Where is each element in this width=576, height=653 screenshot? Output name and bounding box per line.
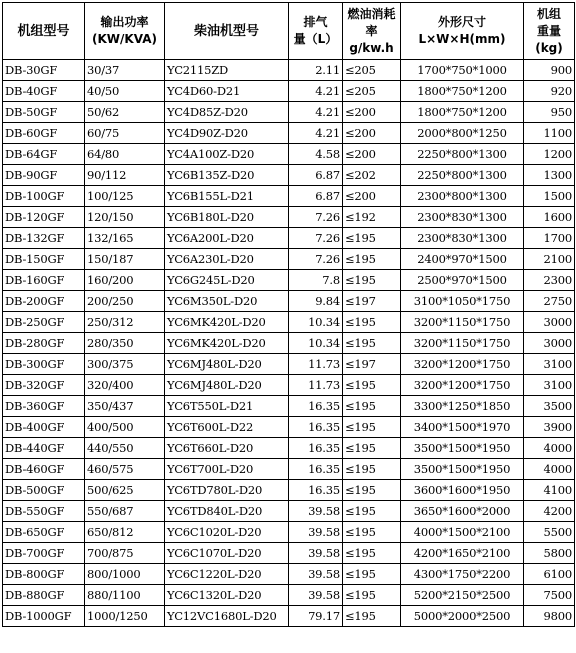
header-fuel-consumption: 燃油消耗率 g/kw.h (343, 3, 401, 60)
cell-fuel-consumption: ≤200 (343, 144, 401, 165)
cell-output-power: 700/875 (85, 543, 165, 564)
table-row (3, 291, 575, 312)
cell-engine-model: YC6M350L-D20 (165, 291, 289, 312)
cell-weight: 3100 (524, 375, 575, 396)
table-row (3, 396, 575, 417)
table-row (3, 123, 575, 144)
cell-displacement: 16.35 (289, 417, 343, 438)
cell-model: DB-250GF (3, 312, 85, 333)
cell-dimensions: 2300*830*1300 (401, 228, 524, 249)
cell-weight: 1100 (524, 123, 575, 144)
cell-engine-model: YC6T660L-D20 (165, 438, 289, 459)
cell-engine-model: YC6B180L-D20 (165, 207, 289, 228)
table-row (3, 312, 575, 333)
cell-displacement: 16.35 (289, 396, 343, 417)
table-row (3, 102, 575, 123)
cell-output-power: 60/75 (85, 123, 165, 144)
cell-weight: 4000 (524, 438, 575, 459)
cell-dimensions: 3600*1600*1950 (401, 480, 524, 501)
cell-output-power: 1000/1250 (85, 606, 165, 627)
cell-dimensions: 5200*2150*2500 (401, 585, 524, 606)
header-row (3, 3, 575, 60)
cell-displacement: 7.26 (289, 207, 343, 228)
cell-dimensions: 2300*800*1300 (401, 186, 524, 207)
cell-weight: 1200 (524, 144, 575, 165)
cell-engine-model: YC6C1020L-D20 (165, 522, 289, 543)
cell-engine-model: YC4D90Z-D20 (165, 123, 289, 144)
cell-engine-model: YC2115ZD (165, 60, 289, 81)
cell-displacement: 39.58 (289, 564, 343, 585)
table-row (3, 228, 575, 249)
cell-weight: 9800 (524, 606, 575, 627)
cell-model: DB-200GF (3, 291, 85, 312)
header-output-power: 输出功率 (KW/KVA) (85, 3, 165, 60)
cell-weight: 2750 (524, 291, 575, 312)
cell-engine-model: YC6MK420L-D20 (165, 333, 289, 354)
cell-fuel-consumption: ≤195 (343, 564, 401, 585)
cell-weight: 1700 (524, 228, 575, 249)
cell-engine-model: YC4A100Z-D20 (165, 144, 289, 165)
cell-model: DB-700GF (3, 543, 85, 564)
cell-weight: 3000 (524, 333, 575, 354)
cell-fuel-consumption: ≤195 (343, 249, 401, 270)
cell-fuel-consumption: ≤195 (343, 459, 401, 480)
table-row (3, 522, 575, 543)
cell-displacement: 39.58 (289, 522, 343, 543)
cell-displacement: 39.58 (289, 543, 343, 564)
table-row (3, 543, 575, 564)
cell-fuel-consumption: ≤195 (343, 270, 401, 291)
table-header (3, 3, 575, 60)
cell-engine-model: YC6A230L-D20 (165, 249, 289, 270)
cell-output-power: 800/1000 (85, 564, 165, 585)
table-row (3, 270, 575, 291)
table-row (3, 207, 575, 228)
cell-weight: 4000 (524, 459, 575, 480)
cell-output-power: 120/150 (85, 207, 165, 228)
cell-weight: 5500 (524, 522, 575, 543)
cell-fuel-consumption: ≤197 (343, 291, 401, 312)
cell-engine-model: YC6TD780L-D20 (165, 480, 289, 501)
cell-engine-model: YC6C1220L-D20 (165, 564, 289, 585)
cell-model: DB-650GF (3, 522, 85, 543)
cell-engine-model: YC12VC1680L-D20 (165, 606, 289, 627)
cell-output-power: 500/625 (85, 480, 165, 501)
cell-displacement: 7.26 (289, 249, 343, 270)
cell-fuel-consumption: ≤200 (343, 102, 401, 123)
cell-displacement: 79.17 (289, 606, 343, 627)
cell-output-power: 880/1100 (85, 585, 165, 606)
cell-dimensions: 2250*800*1300 (401, 165, 524, 186)
cell-weight: 3000 (524, 312, 575, 333)
cell-displacement: 16.35 (289, 459, 343, 480)
cell-fuel-consumption: ≤200 (343, 123, 401, 144)
cell-weight: 3900 (524, 417, 575, 438)
cell-model: DB-800GF (3, 564, 85, 585)
cell-model: DB-550GF (3, 501, 85, 522)
cell-output-power: 250/312 (85, 312, 165, 333)
cell-engine-model: YC4D85Z-D20 (165, 102, 289, 123)
cell-fuel-consumption: ≤195 (343, 438, 401, 459)
cell-displacement: 10.34 (289, 312, 343, 333)
cell-dimensions: 3500*1500*1950 (401, 438, 524, 459)
cell-engine-model: YC4D60-D21 (165, 81, 289, 102)
cell-weight: 950 (524, 102, 575, 123)
cell-output-power: 300/375 (85, 354, 165, 375)
cell-weight: 2300 (524, 270, 575, 291)
cell-fuel-consumption: ≤205 (343, 81, 401, 102)
cell-fuel-consumption: ≤195 (343, 417, 401, 438)
cell-dimensions: 3400*1500*1970 (401, 417, 524, 438)
cell-model: DB-1000GF (3, 606, 85, 627)
cell-displacement: 6.87 (289, 186, 343, 207)
cell-fuel-consumption: ≤195 (343, 228, 401, 249)
table-row (3, 480, 575, 501)
cell-weight: 5800 (524, 543, 575, 564)
cell-output-power: 150/187 (85, 249, 165, 270)
cell-model: DB-100GF (3, 186, 85, 207)
cell-fuel-consumption: ≤202 (343, 165, 401, 186)
cell-fuel-consumption: ≤200 (343, 186, 401, 207)
cell-fuel-consumption: ≤197 (343, 354, 401, 375)
cell-engine-model: YC6B135Z-D20 (165, 165, 289, 186)
header-weight: 机组 重量(kg) (524, 3, 575, 60)
cell-dimensions: 4200*1650*2100 (401, 543, 524, 564)
cell-dimensions: 3200*1150*1750 (401, 333, 524, 354)
cell-model: DB-64GF (3, 144, 85, 165)
cell-model: DB-320GF (3, 375, 85, 396)
cell-displacement: 39.58 (289, 501, 343, 522)
cell-fuel-consumption: ≤195 (343, 396, 401, 417)
cell-engine-model: YC6T700L-D20 (165, 459, 289, 480)
cell-weight: 7500 (524, 585, 575, 606)
cell-fuel-consumption: ≤195 (343, 312, 401, 333)
cell-dimensions: 3500*1500*1950 (401, 459, 524, 480)
cell-fuel-consumption: ≤195 (343, 585, 401, 606)
cell-output-power: 30/37 (85, 60, 165, 81)
header-model: 机组型号 (3, 3, 85, 60)
cell-weight: 4200 (524, 501, 575, 522)
cell-engine-model: YC6C1070L-D20 (165, 543, 289, 564)
cell-model: DB-280GF (3, 333, 85, 354)
generator-spec-table (2, 2, 575, 627)
cell-model: DB-440GF (3, 438, 85, 459)
cell-displacement: 11.73 (289, 375, 343, 396)
cell-model: DB-460GF (3, 459, 85, 480)
cell-output-power: 280/350 (85, 333, 165, 354)
cell-fuel-consumption: ≤205 (343, 60, 401, 81)
cell-weight: 1300 (524, 165, 575, 186)
cell-output-power: 100/125 (85, 186, 165, 207)
cell-dimensions: 1700*750*1000 (401, 60, 524, 81)
cell-model: DB-400GF (3, 417, 85, 438)
header-displacement: 排气 量（L） (289, 3, 343, 60)
cell-engine-model: YC6MK420L-D20 (165, 312, 289, 333)
table-row (3, 606, 575, 627)
cell-dimensions: 2300*830*1300 (401, 207, 524, 228)
cell-displacement: 4.58 (289, 144, 343, 165)
cell-model: DB-60GF (3, 123, 85, 144)
cell-model: DB-132GF (3, 228, 85, 249)
cell-fuel-consumption: ≤192 (343, 207, 401, 228)
cell-output-power: 50/62 (85, 102, 165, 123)
cell-dimensions: 3200*1200*1750 (401, 375, 524, 396)
cell-output-power: 320/400 (85, 375, 165, 396)
cell-displacement: 4.21 (289, 81, 343, 102)
table-row (3, 585, 575, 606)
cell-model: DB-160GF (3, 270, 85, 291)
header-dimensions: 外形尺寸 L×W×H(mm) (401, 3, 524, 60)
cell-output-power: 90/112 (85, 165, 165, 186)
cell-output-power: 160/200 (85, 270, 165, 291)
cell-fuel-consumption: ≤195 (343, 375, 401, 396)
cell-weight: 6100 (524, 564, 575, 585)
cell-weight: 2100 (524, 249, 575, 270)
table-row (3, 564, 575, 585)
table-row (3, 417, 575, 438)
cell-displacement: 2.11 (289, 60, 343, 81)
cell-dimensions: 2000*800*1250 (401, 123, 524, 144)
cell-fuel-consumption: ≤195 (343, 333, 401, 354)
table-body (3, 60, 575, 627)
cell-dimensions: 3200*1200*1750 (401, 354, 524, 375)
cell-displacement: 10.34 (289, 333, 343, 354)
cell-output-power: 132/165 (85, 228, 165, 249)
cell-displacement: 4.21 (289, 102, 343, 123)
cell-output-power: 350/437 (85, 396, 165, 417)
cell-model: DB-50GF (3, 102, 85, 123)
cell-output-power: 460/575 (85, 459, 165, 480)
cell-model: DB-30GF (3, 60, 85, 81)
cell-model: DB-500GF (3, 480, 85, 501)
table-row (3, 333, 575, 354)
cell-dimensions: 3200*1150*1750 (401, 312, 524, 333)
cell-weight: 3100 (524, 354, 575, 375)
table-row (3, 375, 575, 396)
cell-output-power: 400/500 (85, 417, 165, 438)
cell-output-power: 40/50 (85, 81, 165, 102)
cell-model: DB-120GF (3, 207, 85, 228)
cell-output-power: 440/550 (85, 438, 165, 459)
cell-engine-model: YC6TD840L-D20 (165, 501, 289, 522)
cell-weight: 3500 (524, 396, 575, 417)
cell-dimensions: 4300*1750*2200 (401, 564, 524, 585)
cell-dimensions: 3100*1050*1750 (401, 291, 524, 312)
cell-weight: 4100 (524, 480, 575, 501)
cell-engine-model: YC6T600L-D22 (165, 417, 289, 438)
table-row (3, 459, 575, 480)
cell-fuel-consumption: ≤195 (343, 522, 401, 543)
table-row (3, 60, 575, 81)
cell-weight: 900 (524, 60, 575, 81)
cell-model: DB-360GF (3, 396, 85, 417)
cell-model: DB-880GF (3, 585, 85, 606)
cell-weight: 1600 (524, 207, 575, 228)
cell-displacement: 9.84 (289, 291, 343, 312)
table-row (3, 165, 575, 186)
cell-output-power: 550/687 (85, 501, 165, 522)
cell-fuel-consumption: ≤195 (343, 606, 401, 627)
cell-output-power: 200/250 (85, 291, 165, 312)
table-row (3, 354, 575, 375)
cell-dimensions: 4000*1500*2100 (401, 522, 524, 543)
table-row (3, 81, 575, 102)
table-row (3, 144, 575, 165)
cell-engine-model: YC6C1320L-D20 (165, 585, 289, 606)
table-row (3, 186, 575, 207)
cell-weight: 1500 (524, 186, 575, 207)
cell-dimensions: 2250*800*1300 (401, 144, 524, 165)
cell-displacement: 7.26 (289, 228, 343, 249)
cell-displacement: 11.73 (289, 354, 343, 375)
cell-engine-model: YC6T550L-D21 (165, 396, 289, 417)
cell-model: DB-40GF (3, 81, 85, 102)
cell-engine-model: YC6B155L-D21 (165, 186, 289, 207)
cell-engine-model: YC6A200L-D20 (165, 228, 289, 249)
cell-model: DB-90GF (3, 165, 85, 186)
cell-displacement: 16.35 (289, 438, 343, 459)
cell-displacement: 4.21 (289, 123, 343, 144)
cell-displacement: 16.35 (289, 480, 343, 501)
cell-dimensions: 3300*1250*1850 (401, 396, 524, 417)
cell-fuel-consumption: ≤195 (343, 543, 401, 564)
cell-output-power: 650/812 (85, 522, 165, 543)
cell-dimensions: 1800*750*1200 (401, 102, 524, 123)
cell-weight: 920 (524, 81, 575, 102)
cell-dimensions: 2400*970*1500 (401, 249, 524, 270)
cell-displacement: 7.8 (289, 270, 343, 291)
cell-output-power: 64/80 (85, 144, 165, 165)
table-row (3, 438, 575, 459)
cell-model: DB-300GF (3, 354, 85, 375)
table-row (3, 249, 575, 270)
cell-model: DB-150GF (3, 249, 85, 270)
cell-fuel-consumption: ≤195 (343, 480, 401, 501)
cell-dimensions: 5000*2000*2500 (401, 606, 524, 627)
cell-engine-model: YC6G245L-D20 (165, 270, 289, 291)
table-row (3, 501, 575, 522)
cell-dimensions: 3650*1600*2000 (401, 501, 524, 522)
cell-displacement: 39.58 (289, 585, 343, 606)
cell-fuel-consumption: ≤195 (343, 501, 401, 522)
cell-displacement: 6.87 (289, 165, 343, 186)
cell-engine-model: YC6MJ480L-D20 (165, 375, 289, 396)
cell-dimensions: 2500*970*1500 (401, 270, 524, 291)
header-engine-model: 柴油机型号 (165, 3, 289, 60)
cell-engine-model: YC6MJ480L-D20 (165, 354, 289, 375)
cell-dimensions: 1800*750*1200 (401, 81, 524, 102)
